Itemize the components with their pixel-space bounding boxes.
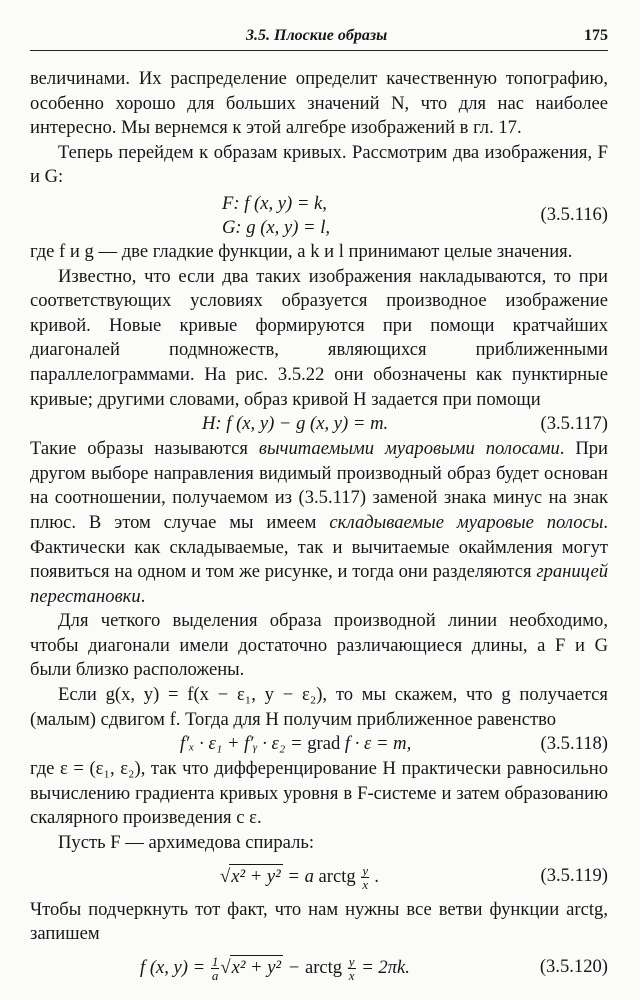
equation-number: (3.5.117) bbox=[540, 413, 608, 435]
denominator: a bbox=[211, 968, 219, 984]
fraction bbox=[211, 955, 220, 982]
equation-part: = 2πk. bbox=[356, 956, 410, 978]
paragraph: Если g(x, y) = f(x − ε₁, y − ε₂), то мы скажем, что g получается (малым) сдвигом f. Тогда для H получим приближенное равенство bbox=[30, 684, 608, 730]
equation-body: H: f (x, y) − g (x, y) = m. bbox=[202, 413, 389, 435]
fraction bbox=[361, 864, 369, 891]
paragraph: где ε = (ε₁, ε₂), так что дифференцирование H практически равносильно вычислению градиента кривых уровня в F-системе и затем образованию скалярного произведения с ε. bbox=[30, 758, 608, 829]
section-title: 3.5. Плоские образы bbox=[246, 27, 388, 44]
arctg-function: arctg bbox=[304, 956, 343, 978]
emphasis: складываемые муаровые полосы bbox=[329, 511, 604, 533]
text-run: . Фактически как складываемые, так и вычитаемые окаймления могут появиться на одном и том же рисунке, и тогда они разделяются bbox=[30, 511, 608, 583]
equation-part: = a bbox=[282, 865, 319, 887]
paragraph: Чтобы подчеркнуть тот факт, что нам нужны все ветви функции arctg, запишем bbox=[30, 898, 608, 945]
paragraph bbox=[30, 437, 608, 609]
paragraph: Пусть F — архимедова спираль: bbox=[58, 832, 315, 854]
running-header bbox=[30, 24, 608, 48]
arctg-function: arctg bbox=[318, 865, 356, 887]
equation-3-5-116 bbox=[30, 190, 608, 240]
equation-3-5-120 bbox=[30, 947, 608, 989]
fraction bbox=[348, 955, 356, 982]
text-run: Такие образы называются bbox=[30, 438, 259, 460]
text-run: . bbox=[140, 585, 146, 607]
paragraph: где f и g — две гладкие функции, а k и l принимают целые значения. bbox=[30, 240, 573, 262]
equation-part: f (x, y) = bbox=[140, 956, 210, 978]
gradient-operator: grad bbox=[307, 733, 341, 755]
numerator: 1 bbox=[211, 954, 219, 970]
equation-3-5-119 bbox=[30, 856, 608, 898]
body-text bbox=[30, 67, 608, 989]
header-rule bbox=[30, 50, 608, 51]
equation-3-5-117 bbox=[30, 412, 608, 437]
equation-body: √x² + y² = a arctg $\frac{y}{x}$ . bbox=[220, 862, 380, 892]
equation-body: f (x, y) = $\frac{1}{a}$ √x² + y² − arctg $\frac{y}{x}$ = 2πk. bbox=[140, 954, 410, 984]
paragraph: Теперь перейдем к образам кривых. Рассмотрим два изображения, F и G: bbox=[30, 141, 608, 188]
radicand: x² + y² bbox=[229, 864, 283, 890]
equation-line: G: g (x, y) = l, bbox=[222, 216, 331, 238]
numerator: y bbox=[362, 862, 369, 878]
denominator: x bbox=[348, 968, 355, 984]
equation-body bbox=[180, 732, 411, 757]
equation-number: (3.5.119) bbox=[540, 864, 608, 886]
paragraph: величинами. Их распределение определит качественную топографию, особенно хорошо для больших значений N, что для нас наиболее интересно. Мы вернемся к этой алгебре изображений в гл. 17. bbox=[30, 68, 608, 139]
equation-line: F: f (x, y) = k, bbox=[222, 192, 327, 214]
equation-number: (3.5.120) bbox=[539, 955, 608, 977]
emphasis: границей перестановки bbox=[30, 561, 608, 607]
emphasis: вычитаемыми муаровыми полосами bbox=[258, 438, 560, 460]
text-run: . При другом выборе направления видимый производный образ будет основан на соотношении, получаемом из (3.5.117) заменой знака минус на знак плюс. В этом случае мы имеем bbox=[30, 438, 609, 533]
radicand: x² + y² bbox=[230, 955, 284, 981]
equation-part: f · ε = m, bbox=[340, 733, 412, 755]
denominator: x bbox=[362, 876, 369, 892]
equation-3-5-118 bbox=[30, 732, 608, 757]
equation-number: (3.5.118) bbox=[540, 733, 608, 755]
equation-part: − bbox=[283, 956, 305, 978]
equation-number: (3.5.116) bbox=[540, 203, 608, 225]
page-number: 175 bbox=[584, 27, 608, 44]
paragraph: Для четкого выделения образа производной линии необходимо, чтобы диагонали имели достаточно различающиеся длины, а F и G были близко расположены. bbox=[30, 610, 608, 681]
equation-part: . bbox=[370, 865, 380, 887]
paragraph: Известно, что если два таких изображения накладываются, то при соответствующих условиях образуется производное изображение кривой. Новые кривые формируются при помощи кратчайших диагоналей подмножеств, являющихся приближенными параллелограммами. На рис. 3.5.22 они обозначены как пунктирные кривые; другими словами, образ кривой H задается при помощи bbox=[30, 265, 608, 410]
equation-part: f′ₓ · ε₁ + f′ᵧ · ε₂ = bbox=[180, 733, 308, 755]
numerator: y bbox=[348, 954, 355, 970]
